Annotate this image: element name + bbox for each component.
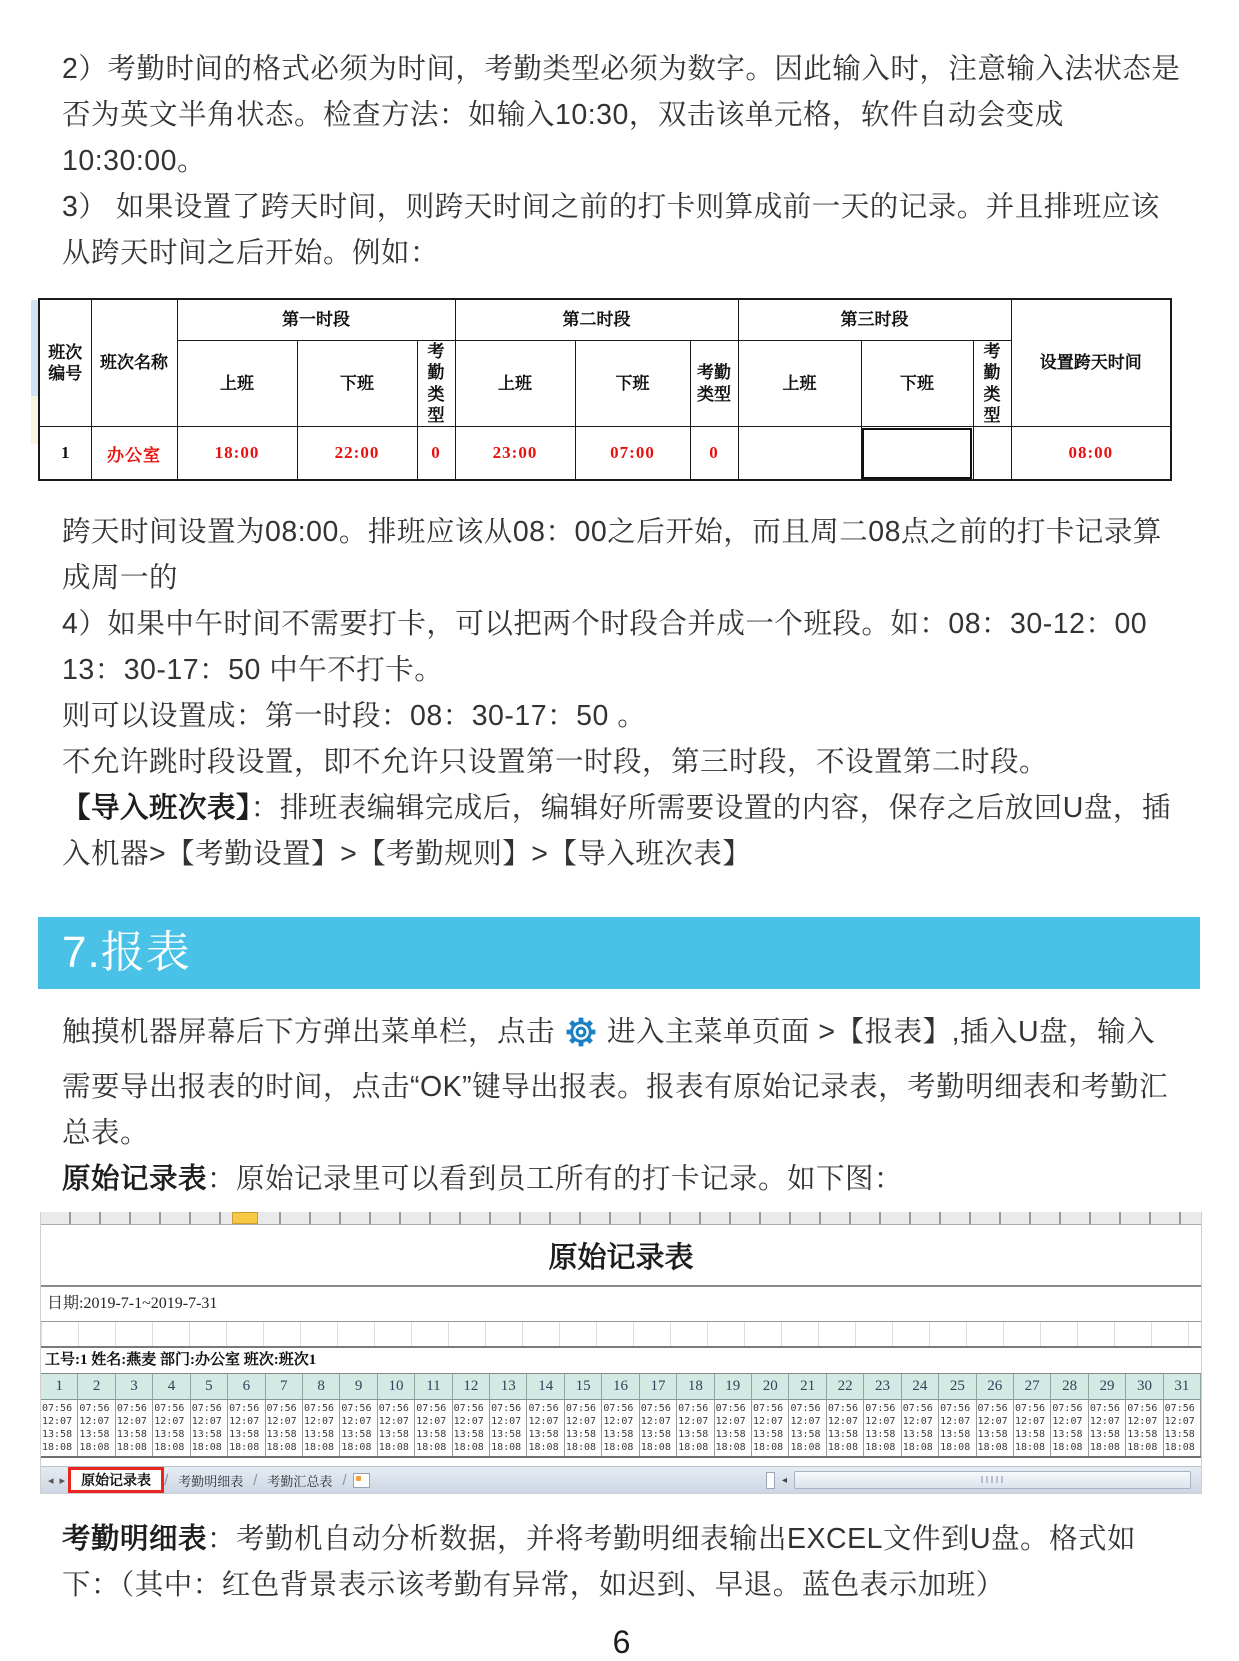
excel-punch-times-cell: [266, 1400, 303, 1456]
punch-time: 13:58: [1052, 1429, 1083, 1440]
punch-time: 07:56: [715, 1403, 746, 1414]
cell-p2-on: 23:00: [455, 427, 575, 481]
punch-time: 07:56: [303, 1403, 335, 1414]
punch-time: 07:56: [453, 1403, 484, 1414]
punch-time: 13:58: [902, 1429, 933, 1440]
sheet-tab-highlight-box: [68, 1467, 164, 1493]
table-left-edge-strip: [31, 300, 38, 396]
import-shift-label: 【导入班次表】: [62, 792, 251, 824]
punch-time: 18:08: [42, 1442, 73, 1453]
paragraph-cross-day-rule: 3） 如果设置了跨天时间，则跨天时间之前的打卡则算成前一天的记录。并且排班应该从跨天时间之后开始。例如：: [62, 191, 1160, 269]
punch-time: 18:08: [1052, 1442, 1083, 1453]
punch-time: 07:56: [1014, 1403, 1046, 1414]
punch-time: 18:08: [827, 1442, 858, 1453]
excel-day-cell: 29: [1089, 1374, 1126, 1399]
excel-day-cell: 12: [453, 1374, 490, 1399]
cell-shift-name: 办公室: [91, 427, 177, 481]
punch-time: 07:56: [977, 1403, 1008, 1414]
punch-time: 13:58: [940, 1429, 971, 1440]
punch-time: 12:07: [977, 1416, 1008, 1427]
punch-time: 18:08: [341, 1442, 372, 1453]
punch-time: 12:07: [79, 1416, 110, 1427]
header-p1-type: 考勤类型: [417, 341, 455, 427]
excel-punch-times-cell: [640, 1400, 677, 1456]
punch-time: 13:58: [977, 1429, 1008, 1440]
excel-day-cell: 30: [1126, 1374, 1163, 1399]
punch-time: 13:58: [715, 1429, 746, 1440]
punch-time: 07:56: [154, 1403, 185, 1414]
cell-p1-off: 22:00: [297, 427, 417, 481]
sheet-tab-raw-records: 原始记录表: [71, 1470, 161, 1490]
punch-time: 13:58: [453, 1429, 484, 1440]
excel-punch-times-cell: [1014, 1400, 1051, 1456]
punch-time: 07:56: [678, 1403, 709, 1414]
punch-time: 18:08: [565, 1442, 597, 1453]
punch-time: 13:58: [528, 1429, 559, 1440]
excel-punch-times-cell: [153, 1400, 190, 1456]
paragraph-report-intro: [62, 1009, 1181, 1156]
punch-time: 13:58: [640, 1429, 671, 1440]
punch-time: 12:07: [191, 1416, 222, 1427]
punch-time: 18:08: [528, 1442, 559, 1453]
punch-time: 07:56: [753, 1403, 784, 1414]
raw-record-caption-rest: ：原始记录里可以看到员工所有的打卡记录。如下图：: [207, 1163, 904, 1195]
punch-time: 13:58: [416, 1429, 447, 1440]
punch-time: 07:56: [491, 1403, 522, 1414]
punch-time: 18:08: [603, 1442, 634, 1453]
punch-time: 13:58: [1164, 1429, 1195, 1440]
excel-punch-times-cell: [565, 1400, 602, 1456]
header-shift-name: 班次名称: [91, 299, 177, 427]
punch-time: 12:07: [491, 1416, 522, 1427]
excel-day-cell: 4: [153, 1374, 190, 1399]
detail-report-caption-bold: 考勤明细表: [62, 1523, 208, 1555]
tab-separator: /: [342, 1471, 347, 1489]
excel-day-cell: 22: [827, 1374, 864, 1399]
punch-time: 12:07: [341, 1416, 372, 1427]
punch-time: 07:56: [827, 1403, 858, 1414]
punch-time: 12:07: [940, 1416, 971, 1427]
excel-day-cell: 13: [490, 1374, 527, 1399]
punch-time: 13:58: [753, 1429, 784, 1440]
punch-time: 13:58: [827, 1429, 858, 1440]
cell-p1-on: 18:00: [177, 427, 297, 481]
punch-time: 07:56: [191, 1403, 222, 1414]
punch-time: 12:07: [42, 1416, 73, 1427]
excel-punch-times-cell: [1089, 1400, 1126, 1456]
header-p3-on: 上班: [738, 341, 861, 427]
header-period-1: 第一时段: [177, 299, 455, 341]
detail-report-caption: [62, 1516, 1181, 1608]
excel-day-cell: 11: [415, 1374, 452, 1399]
punch-time: 18:08: [491, 1442, 522, 1453]
excel-day-cell: 20: [752, 1374, 789, 1399]
punch-time: 07:56: [603, 1403, 634, 1414]
punch-time: 13:58: [42, 1429, 73, 1440]
punch-time: 13:58: [790, 1429, 821, 1440]
excel-day-cell: 21: [789, 1374, 826, 1399]
cell-p3-type: [973, 427, 1011, 481]
shift-schedule-table: [38, 298, 1181, 481]
punch-time: 18:08: [1014, 1442, 1046, 1453]
excel-punch-times-cell: [715, 1400, 752, 1456]
excel-column-header-strip: [41, 1212, 1201, 1225]
punch-time: 12:07: [303, 1416, 335, 1427]
punch-time: 07:56: [1089, 1403, 1120, 1414]
detail-report-caption-rest: ：考勤机自动分析数据，并将考勤明细表输出EXCEL文件到U盘。格式如下：（其中：红色背景表示该考勤有异常，如迟到、早退。蓝色表示加班）: [62, 1523, 1137, 1601]
cell-shift-no: 1: [39, 427, 91, 481]
header-p2-type: 考勤类型: [690, 341, 738, 427]
excel-day-cell: 15: [565, 1374, 602, 1399]
punch-time: 18:08: [640, 1442, 671, 1453]
excel-day-cell: 5: [191, 1374, 228, 1399]
header-p1-off: 下班: [297, 341, 417, 427]
sheet-nav-right-icon: ▸: [59, 1474, 66, 1487]
punch-time: 18:08: [191, 1442, 222, 1453]
punch-time: 18:08: [977, 1442, 1008, 1453]
excel-day-cell: 27: [1014, 1374, 1051, 1399]
excel-day-cell: 19: [715, 1374, 752, 1399]
punch-time: 12:07: [640, 1416, 671, 1427]
excel-day-cell: 31: [1164, 1374, 1201, 1399]
excel-punch-times-cell: [677, 1400, 714, 1456]
punch-time: 18:08: [940, 1442, 971, 1453]
sheet-tab-attendance-summary: 考勤汇总表: [267, 1473, 333, 1489]
paragraph-no-skip-period: 不允许跳时段设置，即不允许只设置第一时段，第三时段，不设置第二时段。: [62, 746, 1049, 778]
punch-time: 18:08: [715, 1442, 746, 1453]
excel-punch-times-cell: [378, 1400, 415, 1456]
insert-worksheet-icon: [353, 1473, 370, 1488]
punch-time: 13:58: [266, 1429, 297, 1440]
punch-time: 18:08: [378, 1442, 409, 1453]
raw-record-caption: [62, 1156, 1181, 1202]
punch-time: 12:07: [229, 1416, 260, 1427]
excel-punch-times-cell: [1126, 1400, 1163, 1456]
punch-time: 12:07: [865, 1416, 896, 1427]
punch-time: 12:07: [1164, 1416, 1195, 1427]
section-title: 7.报表: [62, 928, 191, 977]
punch-time: 13:58: [341, 1429, 372, 1440]
excel-punch-times-cell: [415, 1400, 452, 1456]
excel-day-cell: 9: [340, 1374, 377, 1399]
punch-time: 18:08: [1089, 1442, 1120, 1453]
excel-day-cell: 2: [78, 1374, 115, 1399]
scrollbar-thumb-grip: [981, 1476, 1003, 1483]
scrollbar-left-arrow-icon: ◂: [781, 1474, 787, 1486]
header-shift-no: 班次编号: [39, 299, 91, 427]
punch-time: 12:07: [1127, 1416, 1158, 1427]
excel-punch-times-cell: [1164, 1400, 1201, 1456]
punch-time: 18:08: [790, 1442, 821, 1453]
sheet-tab-attendance-detail: 考勤明细表: [178, 1473, 244, 1489]
excel-empty-grid-row: [41, 1322, 1201, 1348]
sheet-nav-left-icon: ◂: [48, 1474, 54, 1487]
excel-punch-times-cell: [752, 1400, 789, 1456]
excel-punch-times-cell: [191, 1400, 228, 1456]
excel-punch-times-cell: [41, 1400, 78, 1456]
cell-p1-type: 0: [417, 427, 455, 481]
report-intro-after: 进入主菜单页面 >【报表】,插入U盘，输入需要导出报表的时间，点击“OK”键导出报表。报表有原始记录表，考勤明细表和考勤汇总表。: [62, 1016, 1169, 1149]
excel-day-cell: 24: [902, 1374, 939, 1399]
punch-time: 18:08: [416, 1442, 447, 1453]
punch-time: 12:07: [678, 1416, 709, 1427]
excel-punch-times-cell: [453, 1400, 490, 1456]
excel-day-cell: 7: [266, 1374, 303, 1399]
cell-p2-type: 0: [690, 427, 738, 481]
punch-time: 12:07: [116, 1416, 147, 1427]
excel-punch-times-cell: [939, 1400, 976, 1456]
punch-time: 18:08: [1164, 1442, 1195, 1453]
paragraph-cross-day-example: 跨天时间设置为08:00。排班应该从08：00之后开始，而且周二08点之前的打卡记录算成周一的: [62, 516, 1162, 594]
header-p1-on: 上班: [177, 341, 297, 427]
header-period-2: 第二时段: [455, 299, 738, 341]
punch-time: 18:08: [229, 1442, 260, 1453]
header-p3-off: 下班: [861, 341, 973, 427]
excel-day-cell: 3: [116, 1374, 153, 1399]
punch-time: 18:08: [79, 1442, 110, 1453]
excel-punch-times-cell: [228, 1400, 265, 1456]
excel-day-cell: 16: [602, 1374, 639, 1399]
scrollbar-split-handle: [766, 1472, 775, 1489]
punch-time: 18:08: [116, 1442, 147, 1453]
excel-day-cell: 6: [228, 1374, 265, 1399]
excel-day-cell: 14: [527, 1374, 564, 1399]
header-period-3: 第三时段: [738, 299, 1011, 341]
punch-time: 12:07: [902, 1416, 933, 1427]
punch-time: 13:58: [865, 1429, 896, 1440]
punch-time: 13:58: [603, 1429, 634, 1440]
punch-time: 07:56: [790, 1403, 821, 1414]
punch-time: 12:07: [565, 1416, 597, 1427]
excel-day-cell: 28: [1051, 1374, 1088, 1399]
cell-cross-day: 08:00: [1011, 427, 1171, 481]
punch-time: 12:07: [827, 1416, 858, 1427]
section-banner: [38, 917, 1200, 989]
punch-time: 07:56: [940, 1403, 971, 1414]
excel-gap: [41, 1458, 1201, 1466]
punch-time: 07:56: [1127, 1403, 1158, 1414]
cell-p2-off: 07:00: [575, 427, 690, 481]
punch-time: 07:56: [865, 1403, 896, 1414]
excel-punch-times-cell: [827, 1400, 864, 1456]
header-cross-day: 设置跨天时间: [1011, 299, 1171, 427]
punch-time: 07:56: [640, 1403, 671, 1414]
excel-punch-times-cell: [527, 1400, 564, 1456]
shift-row: [39, 427, 1171, 481]
excel-day-cell: 23: [864, 1374, 901, 1399]
punch-time: 07:56: [416, 1403, 447, 1414]
punch-time: 13:58: [154, 1429, 185, 1440]
excel-punch-times-cell: [977, 1400, 1014, 1456]
horizontal-scrollbar: [794, 1471, 1191, 1489]
paragraph-set-period: 则可以设置成：第一时段：08：30-17：50 。: [62, 700, 647, 732]
punch-time: 12:07: [603, 1416, 634, 1427]
excel-day-cell: 18: [677, 1374, 714, 1399]
excel-day-cell: 10: [378, 1374, 415, 1399]
punch-time: 07:56: [79, 1403, 110, 1414]
paragraph-import-shift-table: [62, 785, 1181, 877]
punch-time: 12:07: [453, 1416, 484, 1427]
excel-punch-times-cell: [864, 1400, 901, 1456]
punch-time: 12:07: [154, 1416, 185, 1427]
punch-time: 12:07: [715, 1416, 746, 1427]
raw-record-caption-bold: 原始记录表: [62, 1163, 208, 1195]
excel-highlighted-column: [232, 1212, 258, 1224]
punch-time: 07:56: [42, 1403, 73, 1414]
punch-time: 13:58: [678, 1429, 709, 1440]
punch-time: 12:07: [416, 1416, 447, 1427]
excel-punch-times-cell: [116, 1400, 153, 1456]
punch-time: 12:07: [1014, 1416, 1046, 1427]
excel-date-range-row: 日期:2019-7-1~2019-7-31: [41, 1287, 1201, 1322]
header-p2-on: 上班: [455, 341, 575, 427]
punch-time: 07:56: [1164, 1403, 1195, 1414]
punch-time: 12:07: [528, 1416, 559, 1427]
paragraph-merge-periods: 4）如果中午时间不需要打卡，可以把两个时段合并成一个班段。如：08：30-12：00 13：30-17：50 中午不打卡。: [62, 608, 1148, 686]
punch-time: 13:58: [565, 1429, 597, 1440]
punch-time: 13:58: [303, 1429, 335, 1440]
punch-time: 13:58: [1089, 1429, 1120, 1440]
excel-day-cell: 8: [303, 1374, 340, 1399]
punch-time: 13:58: [116, 1429, 147, 1440]
excel-punch-times-cell: [1051, 1400, 1088, 1456]
punch-time: 12:07: [753, 1416, 784, 1427]
excel-times-row: [41, 1400, 1201, 1458]
punch-time: 13:58: [1127, 1429, 1158, 1440]
excel-punch-times-cell: [303, 1400, 340, 1456]
punch-time: 18:08: [266, 1442, 297, 1453]
punch-time: 13:58: [79, 1429, 110, 1440]
cell-p3-off-selected: [861, 427, 973, 481]
punch-time: 07:56: [266, 1403, 297, 1414]
punch-time: 13:58: [1014, 1429, 1046, 1440]
excel-sheet-tab-bar: [41, 1466, 1201, 1493]
punch-time: 07:56: [229, 1403, 260, 1414]
punch-time: 07:56: [902, 1403, 933, 1414]
excel-day-cell: 25: [939, 1374, 976, 1399]
excel-day-header-row: [41, 1374, 1201, 1400]
excel-employee-info-row: 工号:1 姓名:燕麦 部门:办公室 班次:班次1: [41, 1348, 1201, 1374]
punch-time: 18:08: [678, 1442, 709, 1453]
tab-separator: /: [164, 1471, 169, 1489]
punch-time: 18:08: [753, 1442, 784, 1453]
excel-punch-times-cell: [789, 1400, 826, 1456]
punch-time: 12:07: [1089, 1416, 1120, 1427]
gear-icon: [563, 1014, 599, 1064]
header-p3-type: 考勤类型: [973, 341, 1011, 427]
punch-time: 13:58: [491, 1429, 522, 1440]
punch-time: 12:07: [1052, 1416, 1083, 1427]
excel-punch-times-cell: [490, 1400, 527, 1456]
excel-punch-times-cell: [78, 1400, 115, 1456]
excel-day-cell: 17: [640, 1374, 677, 1399]
excel-screenshot-raw-records: [40, 1212, 1202, 1494]
punch-time: 13:58: [191, 1429, 222, 1440]
punch-time: 18:08: [902, 1442, 933, 1453]
import-shift-rest: ：排班表编辑完成后，编辑好所需要设置的内容，保存之后放回U盘，插入机器>【考勤设置】>【考勤规则】>【导入班次表】: [62, 792, 1171, 870]
excel-report-title: 原始记录表: [41, 1225, 1201, 1287]
punch-time: 18:08: [1127, 1442, 1158, 1453]
punch-time: 18:08: [865, 1442, 896, 1453]
punch-time: 12:07: [378, 1416, 409, 1427]
excel-punch-times-cell: [340, 1400, 377, 1456]
punch-time: 07:56: [1052, 1403, 1083, 1414]
excel-punch-times-cell: [602, 1400, 639, 1456]
punch-time: 07:56: [116, 1403, 147, 1414]
punch-time: 13:58: [378, 1429, 409, 1440]
punch-time: 18:08: [303, 1442, 335, 1453]
punch-time: 07:56: [378, 1403, 409, 1414]
punch-time: 12:07: [266, 1416, 297, 1427]
table-left-edge-strip-bottom: [31, 396, 38, 444]
punch-time: 18:08: [154, 1442, 185, 1453]
punch-time: 18:08: [453, 1442, 484, 1453]
punch-time: 07:56: [341, 1403, 372, 1414]
report-intro-before: 触摸机器屏幕后下方弹出菜单栏，点击: [62, 1016, 556, 1048]
excel-day-cell: 1: [41, 1374, 78, 1399]
excel-day-cell: 26: [977, 1374, 1014, 1399]
tab-separator: /: [253, 1471, 258, 1489]
punch-time: 13:58: [229, 1429, 260, 1440]
punch-time: 07:56: [565, 1403, 597, 1414]
punch-time: 12:07: [790, 1416, 821, 1427]
page-number: 6: [612, 1624, 631, 1660]
excel-punch-times-cell: [902, 1400, 939, 1456]
cell-p3-on: [738, 427, 861, 481]
header-p2-off: 下班: [575, 341, 690, 427]
punch-time: 07:56: [528, 1403, 559, 1414]
paragraph-attendance-format: 2）考勤时间的格式必须为时间，考勤类型必须为数字。因此输入时，注意输入法状态是否为英文半角状态。检查方法：如输入10:30，双击该单元格，软件自动会变成10:30:00。: [62, 53, 1181, 177]
